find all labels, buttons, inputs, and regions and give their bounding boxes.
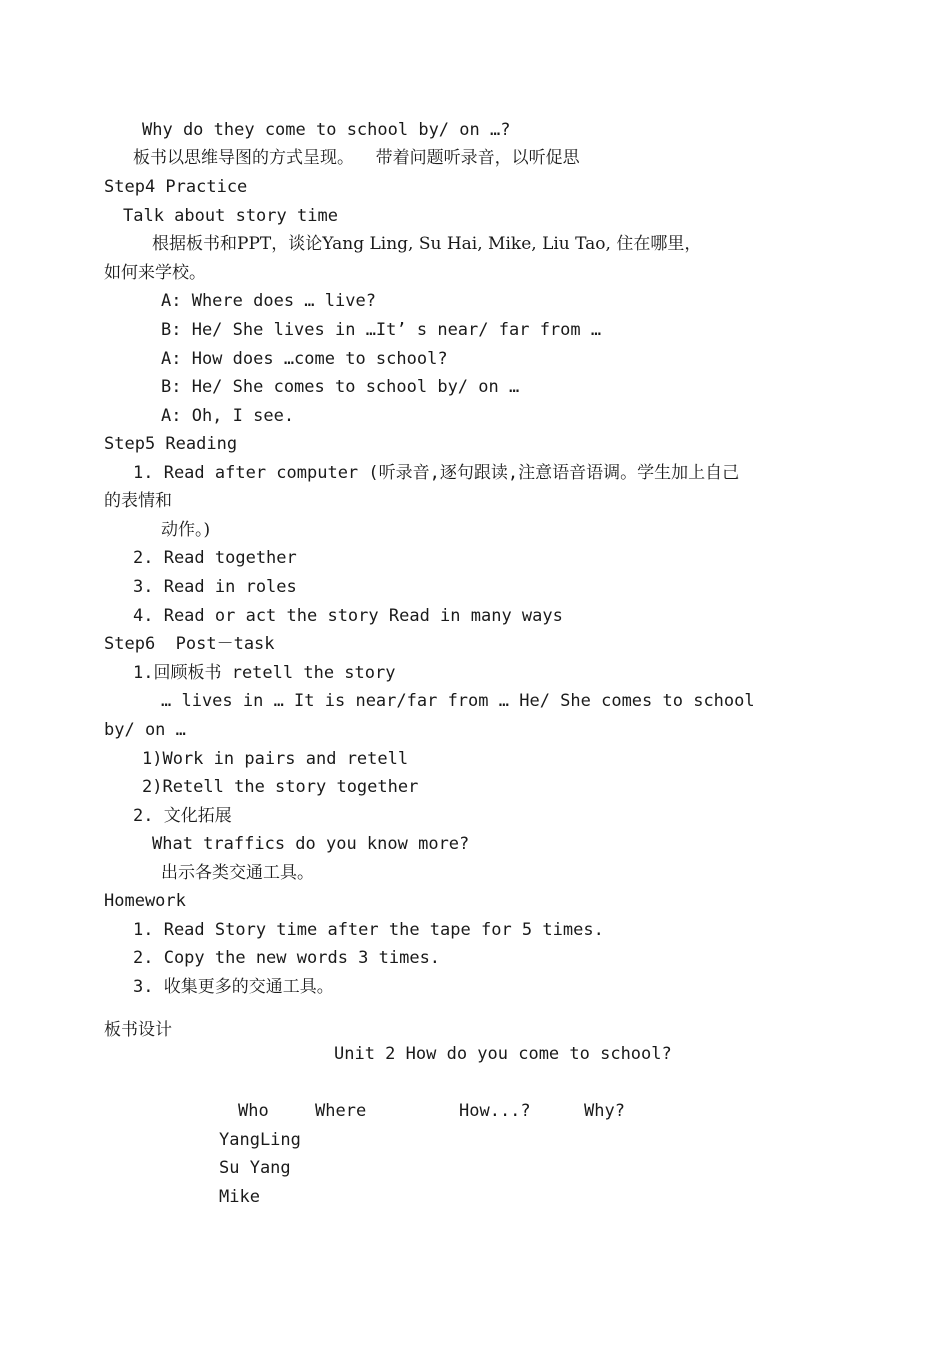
board-header-who: Who <box>238 1101 269 1121</box>
board-header-where: Where <box>315 1101 367 1121</box>
step6-question: What traffics do you know more? <box>152 834 470 854</box>
step5-item: 3. Read in roles <box>133 577 297 597</box>
homework-heading: Homework <box>104 891 186 911</box>
step6-heading: Step6 Post－task <box>104 634 275 654</box>
homework-item: 3. 收集更多的交通工具。 <box>133 977 334 997</box>
step5-item-cont: 动作。) <box>161 520 211 540</box>
board-name: Mike <box>219 1187 260 1207</box>
board-header-how: How...? <box>459 1101 531 1121</box>
step5-item: 4. Read or act the story Read in many ways <box>133 606 563 626</box>
board-name: YangLing <box>219 1130 301 1150</box>
board-header-why: Why? <box>584 1101 625 1121</box>
board-title: Unit 2 How do you come to school? <box>334 1044 672 1064</box>
step4-instruction-cont: 如何来学校。 <box>104 263 206 283</box>
step6-item: 2. 文化拓展 <box>133 806 232 826</box>
step6-retell-pattern: … lives in … It is near/far from … He/ She comes to school <box>161 691 755 711</box>
step6-note: 出示各类交通工具。 <box>161 863 314 883</box>
step4-instruction: 根据板书和PPT，谈论Yang Ling, Su Hai, Mike, Liu Tao, 住在哪里， <box>152 234 702 254</box>
step5-heading: Step5 Reading <box>104 434 238 454</box>
dialogue-line: A: Oh, I see. <box>161 406 295 426</box>
homework-item: 1. Read Story time after the tape for 5 times. <box>133 920 604 940</box>
homework-item: 2. Copy the new words 3 times. <box>133 948 441 968</box>
teaching-note: 板书以思维导图的方式呈现。 带着问题听录音，以听促思 <box>133 148 580 168</box>
step5-item: 2. Read together <box>133 548 297 568</box>
step6-item: 1.回顾板书 retell the story <box>133 663 396 683</box>
step6-subitem: 1)Work in pairs and retell <box>142 749 409 769</box>
step4-heading: Step4 Practice <box>104 177 248 197</box>
dialogue-line: A: How does …come to school? <box>161 349 448 369</box>
question-line: Why do they come to school by/ on …? <box>142 120 511 140</box>
board-name: Su Yang <box>219 1158 291 1178</box>
step4-subheading: Talk about story time <box>123 206 338 226</box>
step6-retell-pattern-cont: by/ on … <box>104 720 186 740</box>
dialogue-line: B: He/ She lives in …It’ s near/ far from … <box>161 320 602 340</box>
dialogue-line: A: Where does … live? <box>161 291 376 311</box>
board-design-heading: 板书设计 <box>104 1020 172 1040</box>
dialogue-line: B: He/ She comes to school by/ on … <box>161 377 520 397</box>
step5-item: 1. Read after computer (听录音,逐句跟读,注意语音语调。学生加上自己 <box>133 463 740 483</box>
step6-subitem: 2)Retell the story together <box>142 777 419 797</box>
step5-item-cont: 的表情和 <box>104 491 172 511</box>
